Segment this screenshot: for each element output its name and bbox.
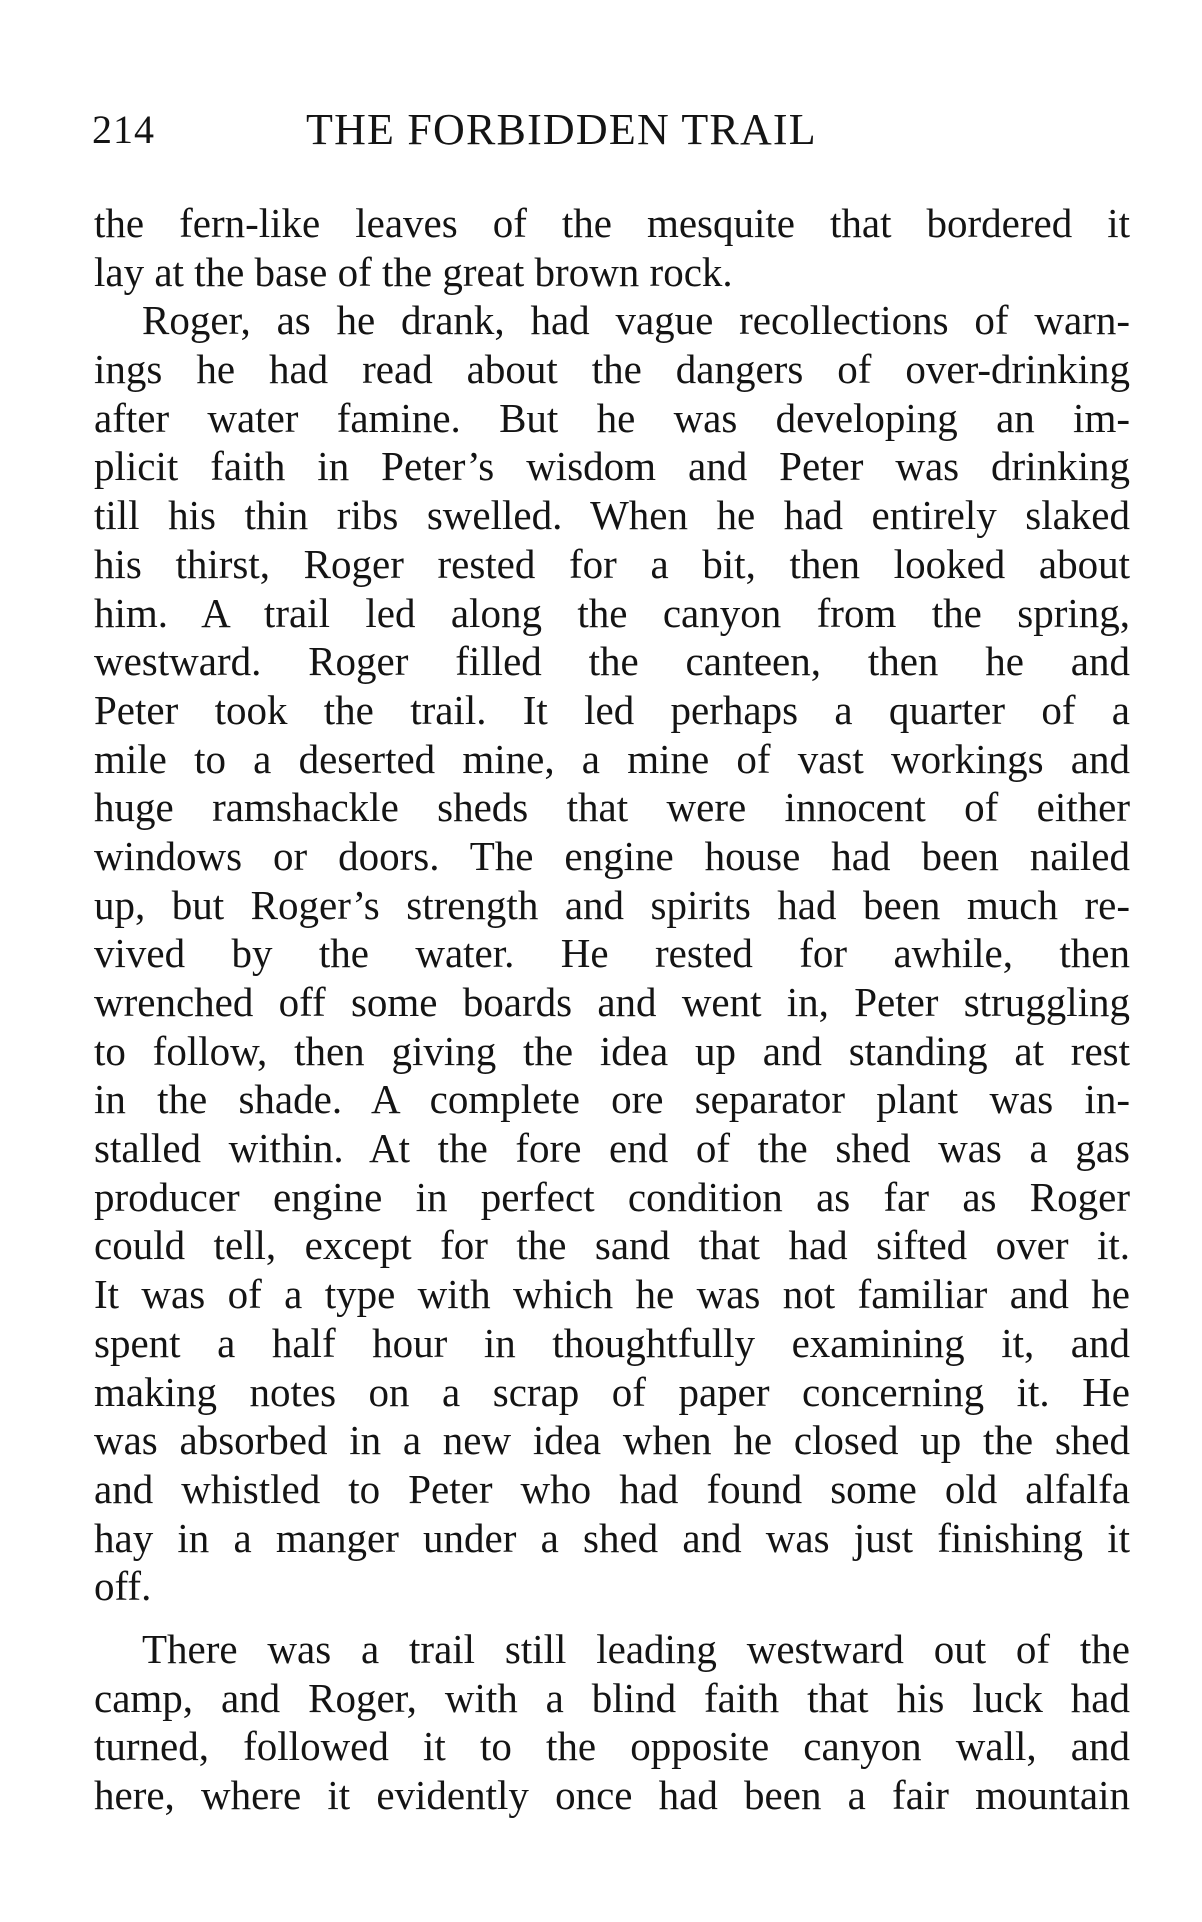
text-line: after water famine. But he was developing an im- [94, 394, 1130, 441]
running-header [92, 100, 1132, 160]
text-line: ings he had read about the dangers of over-drinking [94, 346, 1130, 393]
text-line: here, where it evidently once had been a fair mountain [94, 1772, 1130, 1818]
book-title: THE FORBIDDEN TRAIL [306, 105, 817, 154]
text-line: and whistled to Peter who had found some old alfalfa [94, 1465, 1130, 1512]
text-line: hay in a manger under a shed and was just finishing it [94, 1514, 1130, 1561]
body-text [94, 199, 1130, 1820]
page-number: 214 [92, 107, 155, 152]
text-line: off. [94, 1563, 152, 1610]
text-line: producer engine in perfect condition as far as Roger [94, 1173, 1130, 1220]
text-line: making notes on a scrap of paper concerning it. He [94, 1368, 1130, 1415]
text-line: Peter took the trail. It led perhaps a quarter of a [94, 686, 1130, 733]
text-line: vived by the water. He rested for awhile, then [94, 930, 1130, 977]
text-line: huge ramshackle sheds that were innocent of either [94, 784, 1130, 831]
text-line: his thirst, Roger rested for a bit, then looked about [94, 540, 1130, 587]
text-line: till his thin ribs swelled. When he had entirely slaked [94, 492, 1130, 539]
text-line: camp, and Roger, with a blind faith that his luck had [94, 1674, 1130, 1721]
paragraph-first-line: Roger, as he drank, had vague recollections of warn- [142, 297, 1130, 344]
text-line: mile to a deserted mine, a mine of vast workings and [94, 735, 1130, 782]
text-line: plicit faith in Peter’s wisdom and Peter was drinking [94, 443, 1130, 490]
text-line: lay at the base of the great brown rock. [94, 248, 733, 295]
text-line: was absorbed in a new idea when he closed up the shed [94, 1417, 1130, 1464]
text-line: to follow, then giving the idea up and standing at rest [94, 1027, 1130, 1074]
text-line: up, but Roger’s strength and spirits had been much re- [94, 881, 1130, 928]
text-line: turned, followed it to the opposite canyon wall, and [94, 1723, 1130, 1770]
text-line: the fern-like leaves of the mesquite that bordered it [94, 200, 1130, 246]
text-line: wrenched off some boards and went in, Peter struggling [94, 979, 1130, 1025]
text-line: spent a half hour in thoughtfully examining it, and [94, 1319, 1130, 1366]
text-line: stalled within. At the fore end of the shed was a gas [94, 1125, 1130, 1172]
text-line: could tell, except for the sand that had sifted over it. [94, 1222, 1130, 1269]
text-line: westward. Roger filled the canteen, then he and [94, 638, 1130, 685]
text-line: It was of a type with which he was not familiar and he [94, 1271, 1130, 1318]
paragraph-gap [94, 1611, 1130, 1625]
text-line: in the shade. A complete ore separator plant was in- [94, 1076, 1130, 1123]
text-line: windows or doors. The engine house had been nailed [94, 832, 1130, 879]
text-line: him. A trail led along the canyon from the spring, [94, 589, 1130, 636]
paragraph-first-line: There was a trail still leading westward out of the [142, 1625, 1130, 1672]
